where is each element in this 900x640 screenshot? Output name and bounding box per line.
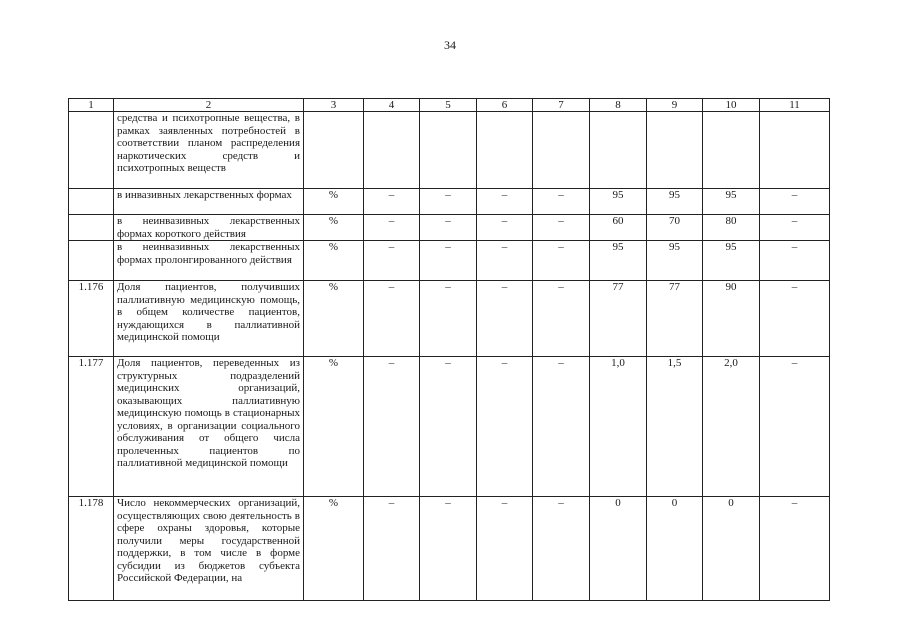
value-cell: 60 xyxy=(590,215,647,241)
value-cell: – xyxy=(533,281,590,357)
header-cell: 6 xyxy=(477,99,533,112)
value-cell: – xyxy=(760,215,830,241)
value-cell: 95 xyxy=(647,241,703,281)
value-cell: – xyxy=(364,281,420,357)
value-cell xyxy=(533,112,590,189)
indicator-description: средства и психотропные вещества, в рамках заявленных потребностей в соответствии планом распределения наркотических средств и психотропных веществ xyxy=(114,112,304,189)
value-cell: – xyxy=(364,497,420,601)
value-cell: – xyxy=(760,497,830,601)
unit-cell: % xyxy=(304,497,364,601)
row-number: 1.177 xyxy=(69,357,114,497)
header-cell: 2 xyxy=(114,99,304,112)
value-cell: – xyxy=(477,189,533,215)
indicators-table xyxy=(68,98,830,601)
value-cell: – xyxy=(420,357,477,497)
unit-cell: % xyxy=(304,215,364,241)
indicator-description: в инвазивных лекарственных формах xyxy=(114,189,304,215)
header-cell: 7 xyxy=(533,99,590,112)
value-cell: – xyxy=(420,215,477,241)
row-number xyxy=(69,241,114,281)
value-cell xyxy=(477,112,533,189)
header-row xyxy=(69,99,830,112)
value-cell: 95 xyxy=(647,189,703,215)
value-cell xyxy=(590,112,647,189)
header-cell: 5 xyxy=(420,99,477,112)
value-cell: – xyxy=(477,357,533,497)
value-cell: 2,0 xyxy=(703,357,760,497)
header-cell: 4 xyxy=(364,99,420,112)
value-cell: 77 xyxy=(590,281,647,357)
indicator-description: Доля пациентов, получивших паллиативную медицинскую помощь, в общем количестве пациентов, нуждающихся в паллиативной медицинской помощи xyxy=(114,281,304,357)
row-number xyxy=(69,189,114,215)
header-cell: 10 xyxy=(703,99,760,112)
table-row xyxy=(69,112,830,189)
value-cell: – xyxy=(760,357,830,497)
table-row xyxy=(69,281,830,357)
value-cell: – xyxy=(477,497,533,601)
value-cell: – xyxy=(533,357,590,497)
value-cell xyxy=(703,112,760,189)
value-cell: – xyxy=(364,241,420,281)
value-cell: – xyxy=(477,281,533,357)
value-cell: – xyxy=(420,189,477,215)
row-number: 1.178 xyxy=(69,497,114,601)
value-cell: – xyxy=(533,497,590,601)
value-cell: – xyxy=(420,497,477,601)
value-cell: – xyxy=(477,215,533,241)
header-cell: 3 xyxy=(304,99,364,112)
unit-cell xyxy=(304,112,364,189)
indicator-description: в неинвазивных лекарственных формах короткого действия xyxy=(114,215,304,241)
value-cell xyxy=(420,112,477,189)
value-cell: 95 xyxy=(703,241,760,281)
value-cell: 0 xyxy=(590,497,647,601)
value-cell xyxy=(760,112,830,189)
unit-cell: % xyxy=(304,281,364,357)
table-row xyxy=(69,241,830,281)
indicator-description: в неинвазивных лекарственных формах пролонгированного действия xyxy=(114,241,304,281)
row-number xyxy=(69,215,114,241)
unit-cell: % xyxy=(304,241,364,281)
value-cell: – xyxy=(364,357,420,497)
value-cell: 77 xyxy=(647,281,703,357)
value-cell: – xyxy=(533,241,590,281)
table-row xyxy=(69,215,830,241)
value-cell: – xyxy=(533,189,590,215)
value-cell: 90 xyxy=(703,281,760,357)
value-cell: 80 xyxy=(703,215,760,241)
value-cell: 70 xyxy=(647,215,703,241)
row-number xyxy=(69,112,114,189)
value-cell: 95 xyxy=(703,189,760,215)
header-cell: 1 xyxy=(69,99,114,112)
header-cell: 8 xyxy=(590,99,647,112)
value-cell xyxy=(364,112,420,189)
value-cell: – xyxy=(533,215,590,241)
value-cell: 0 xyxy=(703,497,760,601)
table-row xyxy=(69,189,830,215)
table-row xyxy=(69,357,830,497)
value-cell: – xyxy=(760,241,830,281)
value-cell: – xyxy=(477,241,533,281)
value-cell: 1,0 xyxy=(590,357,647,497)
header-cell: 11 xyxy=(760,99,830,112)
value-cell: – xyxy=(760,281,830,357)
value-cell: – xyxy=(420,281,477,357)
table-row xyxy=(69,497,830,601)
indicator-description: Число некоммерческих организаций, осуществляющих свою деятельность в сфере охраны здоровья, которые получили меры государственной поддержки, в том числе в форме субсидии из бюджетов субъекта Российской Федерации, на xyxy=(114,497,304,601)
header-cell: 9 xyxy=(647,99,703,112)
indicator-description: Доля пациентов, переведенных из структурных подразделений медицинских организаций, оказывающих паллиативную медицинскую помощь в стационарных условиях, в организации социального обслуживания от общего числа пролеченных пациентов по паллиативной медицинской помощи xyxy=(114,357,304,497)
value-cell xyxy=(647,112,703,189)
value-cell: – xyxy=(364,215,420,241)
value-cell: 95 xyxy=(590,189,647,215)
value-cell: – xyxy=(420,241,477,281)
value-cell: 1,5 xyxy=(647,357,703,497)
unit-cell: % xyxy=(304,357,364,497)
value-cell: – xyxy=(760,189,830,215)
value-cell: 0 xyxy=(647,497,703,601)
unit-cell: % xyxy=(304,189,364,215)
value-cell: 95 xyxy=(590,241,647,281)
page-number: 34 xyxy=(444,38,456,52)
row-number: 1.176 xyxy=(69,281,114,357)
value-cell: – xyxy=(364,189,420,215)
